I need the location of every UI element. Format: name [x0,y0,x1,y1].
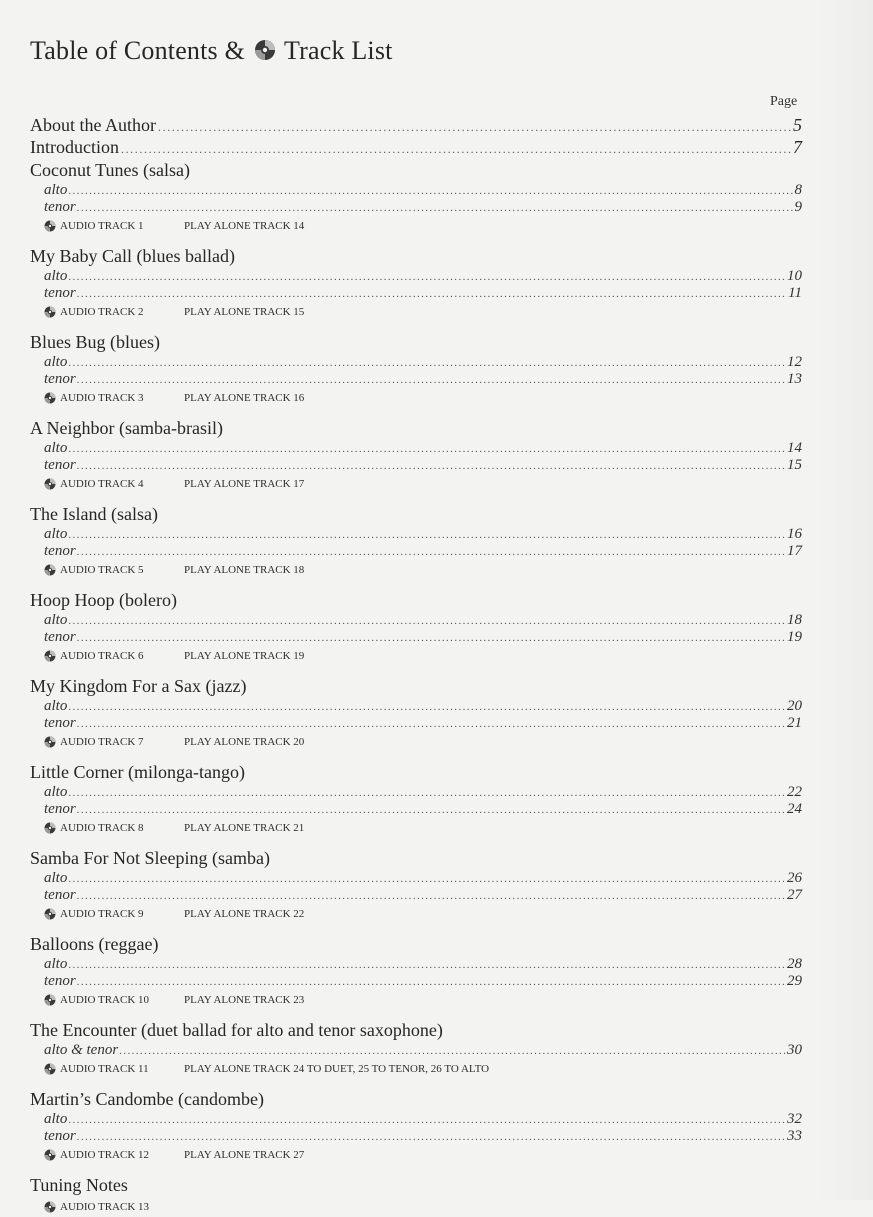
dot-leader [68,527,786,544]
dot-leader [68,785,786,802]
part-label: alto [44,354,68,370]
cd-disc-icon [44,1149,56,1161]
part-entry [44,1042,802,1059]
dot-leader [77,716,786,733]
song-entry [30,1175,802,1217]
play-along-track-label: PLAY ALONE TRACK 23 [184,994,305,1006]
part-page: 14 [787,440,802,456]
toc-entry [30,136,802,158]
song-entry [30,418,802,494]
part-entry [44,440,802,457]
part-entry [44,956,802,973]
part-entry [44,784,802,801]
dot-leader [77,544,786,561]
dot-leader [77,286,787,303]
toc-entry-label: Introduction [30,137,119,157]
track-info [44,560,802,580]
dot-leader [77,802,786,819]
song-title: My Baby Call (blues ballad) [30,246,235,266]
part-page: 29 [787,973,802,989]
part-page: 18 [787,612,802,628]
part-entry [44,543,802,560]
part-label: tenor [44,801,76,817]
track-info [44,904,802,924]
part-label: alto [44,784,68,800]
song-title: Samba For Not Sleeping (samba) [30,848,270,868]
part-entry [44,973,802,990]
play-along-track-label: PLAY ALONE TRACK 18 [184,564,305,576]
play-along-track-label: PLAY ALONE TRACK 24 TO DUET, 25 TO TENOR, 26 TO ALTO [184,1063,490,1075]
part-page: 10 [787,268,802,284]
part-page: 19 [787,629,802,645]
song-title: A Neighbor (samba-brasil) [30,418,223,438]
cd-disc-icon [44,220,56,232]
part-label: tenor [44,457,76,473]
part-page: 9 [794,199,802,215]
song-entry [30,160,802,236]
audio-track-label: AUDIO TRACK 9 [60,908,144,920]
part-label: alto & tenor [44,1042,119,1058]
dot-leader [68,871,786,888]
song-title: The Island (salsa) [30,504,158,524]
part-page: 8 [794,182,802,198]
part-page: 33 [787,1128,802,1144]
toc-entry-page: 7 [793,137,802,157]
part-entry [44,629,802,646]
cd-disc-icon [44,650,56,662]
spacer [30,1165,802,1173]
dot-leader [77,630,786,647]
cd-disc-icon [44,306,56,318]
audio-track-label: AUDIO TRACK 6 [60,650,144,662]
dot-leader [68,1112,786,1129]
song-title: Hoop Hoop (bolero) [30,590,177,610]
spacer [30,666,802,674]
dot-leader [68,441,786,458]
spacer [30,752,802,760]
audio-track-label: AUDIO TRACK 2 [60,306,144,318]
audio-track-label: AUDIO TRACK 7 [60,736,144,748]
dot-leader [77,1129,786,1146]
part-entry [44,715,802,732]
part-label: alto [44,1111,68,1127]
cd-disc-icon [44,736,56,748]
song-entry [30,246,802,322]
part-page: 21 [787,715,802,731]
part-page: 16 [787,526,802,542]
audio-track-label: AUDIO TRACK 10 [60,994,150,1006]
dot-leader [68,269,786,286]
song-entry [30,1020,802,1079]
audio-track-label: AUDIO TRACK 1 [60,220,144,232]
play-along-track-label: PLAY ALONE TRACK 15 [184,306,305,318]
song-title: Tuning Notes [30,1175,128,1195]
toc-entry-page: 5 [793,115,802,135]
track-info [44,474,802,494]
part-page: 24 [787,801,802,817]
dot-leader [68,613,786,630]
part-entry [44,199,802,216]
track-info [44,216,802,236]
cd-disc-icon [44,1201,56,1213]
audio-track-label: AUDIO TRACK 11 [60,1063,149,1075]
cd-disc-icon [44,822,56,834]
part-entry [44,268,802,285]
audio-track-label: AUDIO TRACK 12 [60,1149,150,1161]
song-entry [30,590,802,666]
spacer [30,1079,802,1087]
spacer [30,1010,802,1018]
track-info [44,1145,802,1165]
part-entry [44,887,802,904]
part-label: tenor [44,285,76,301]
table-of-contents [30,114,802,1217]
song-title: My Kingdom For a Sax (jazz) [30,676,247,696]
part-page: 28 [787,956,802,972]
song-title: Blues Bug (blues) [30,332,160,352]
part-page: 17 [787,543,802,559]
part-label: tenor [44,371,76,387]
track-info [44,388,802,408]
play-along-track-label: PLAY ALONE TRACK 20 [184,736,305,748]
part-label: alto [44,268,68,284]
part-label: alto [44,956,68,972]
dot-leader [68,957,786,974]
part-page: 22 [787,784,802,800]
dot-leader [121,138,791,160]
title-text-before: Table of Contents & [30,36,245,65]
track-info [44,646,802,666]
part-entry [44,801,802,818]
dot-leader [68,699,786,716]
part-label: tenor [44,199,76,215]
play-along-track-label: PLAY ALONE TRACK 21 [184,822,305,834]
audio-track-label: AUDIO TRACK 4 [60,478,144,490]
part-page: 32 [787,1111,802,1127]
dot-leader [158,116,791,138]
song-title: Little Corner (milonga-tango) [30,762,245,782]
part-entry [44,182,802,199]
song-title: Martin’s Candombe (candombe) [30,1089,264,1109]
part-page: 11 [788,285,802,301]
page-title [30,36,393,66]
part-page: 30 [787,1042,802,1058]
play-along-track-label: PLAY ALONE TRACK 17 [184,478,305,490]
part-page: 15 [787,457,802,473]
play-along-track-label: PLAY ALONE TRACK 22 [184,908,305,920]
play-along-track-label: PLAY ALONE TRACK 27 [184,1149,305,1161]
part-label: alto [44,612,68,628]
dot-leader [77,372,786,389]
song-entry [30,1089,802,1165]
cd-disc-icon [44,478,56,490]
toc-entry [30,114,802,136]
song-entry [30,762,802,838]
spacer [30,236,802,244]
spacer [30,494,802,502]
dot-leader [119,1043,786,1060]
part-label: alto [44,526,68,542]
part-label: alto [44,698,68,714]
track-info [44,302,802,322]
part-entry [44,1111,802,1128]
cd-disc-icon [44,564,56,576]
spacer [30,924,802,932]
part-entry [44,526,802,543]
spacer [30,580,802,588]
track-info [44,990,802,1010]
track-info [44,818,802,838]
song-entry [30,332,802,408]
part-entry [44,285,802,302]
part-entry [44,698,802,715]
spacer [30,322,802,330]
dot-leader [77,200,794,217]
spacer [30,408,802,416]
cd-disc-icon [44,994,56,1006]
part-label: tenor [44,543,76,559]
part-label: tenor [44,1128,76,1144]
audio-track-label: AUDIO TRACK 3 [60,392,144,404]
scan-edge-shade [820,0,873,1200]
part-label: tenor [44,973,76,989]
part-entry [44,870,802,887]
part-label: tenor [44,629,76,645]
song-entry [30,504,802,580]
play-along-track-label: PLAY ALONE TRACK 16 [184,392,305,404]
title-text-after: Track List [283,36,393,65]
part-entry [44,612,802,629]
audio-track-label: AUDIO TRACK 8 [60,822,144,834]
page-column-header: Page [770,94,798,109]
part-page: 27 [787,887,802,903]
song-title: Coconut Tunes (salsa) [30,160,191,180]
dot-leader [68,355,786,372]
dot-leader [77,888,786,905]
cd-disc-icon [44,392,56,404]
cd-disc-icon [44,1063,56,1075]
song-title: The Encounter (duet ballad for alto and tenor saxophone) [30,1020,443,1040]
song-entry [30,934,802,1010]
part-label: tenor [44,715,76,731]
track-info [44,1197,802,1217]
audio-track-label: AUDIO TRACK 13 [60,1201,150,1213]
audio-track-label: AUDIO TRACK 5 [60,564,144,576]
track-info [44,1059,802,1079]
cd-disc-icon [254,39,276,61]
part-page: 12 [787,354,802,370]
part-entry [44,457,802,474]
part-label: alto [44,870,68,886]
spacer [30,838,802,846]
play-along-track-label: PLAY ALONE TRACK 14 [184,220,305,232]
track-info [44,732,802,752]
part-label: tenor [44,887,76,903]
part-entry [44,1128,802,1145]
dot-leader [77,458,786,475]
part-entry [44,371,802,388]
dot-leader [68,183,793,200]
song-title: Balloons (reggae) [30,934,159,954]
part-label: alto [44,440,68,456]
play-along-track-label: PLAY ALONE TRACK 19 [184,650,305,662]
part-entry [44,354,802,371]
part-page: 26 [787,870,802,886]
part-page: 13 [787,371,802,387]
cd-disc-icon [44,908,56,920]
part-page: 20 [787,698,802,714]
dot-leader [77,974,786,991]
song-entry [30,676,802,752]
song-entry [30,848,802,924]
part-label: alto [44,182,68,198]
toc-entry-label: About the Author [30,115,156,135]
